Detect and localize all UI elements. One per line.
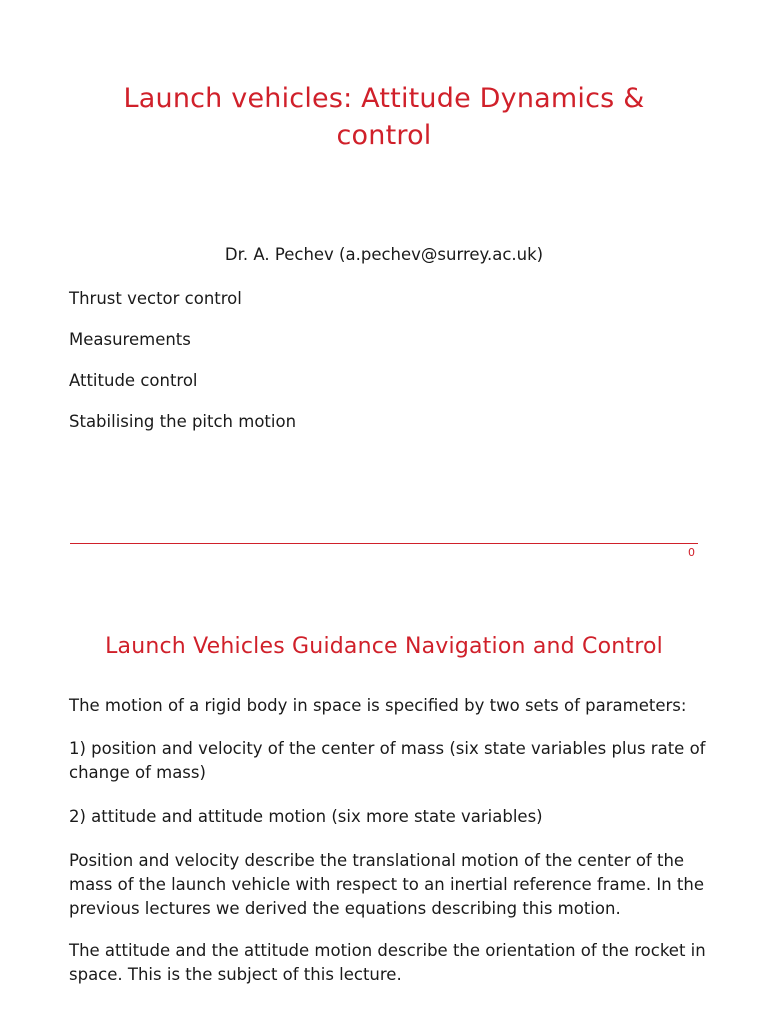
outline-item-attitude-control: Attitude control xyxy=(69,371,198,390)
slide-title: Launch Vehicles Guidance Navigation and Control xyxy=(105,634,663,659)
page-number: 0 xyxy=(688,546,695,559)
slide-title xyxy=(0,80,768,154)
author-line: Dr. A. Pechev (a.pechev@surrey.ac.uk) xyxy=(224,245,544,264)
paragraph-attitude-motion: 2) attitude and attitude motion (six more state variables) xyxy=(69,807,543,826)
paragraph-intro: The motion of a rigid body in space is specified by two sets of parameters: xyxy=(69,696,687,715)
slide-page-2 xyxy=(0,580,768,1024)
outline-item-stabilising-pitch: Stabilising the pitch motion xyxy=(69,412,297,431)
outline-item-thrust-vector-control: Thrust vector control xyxy=(69,289,242,308)
outline-item-measurements: Measurements xyxy=(69,330,191,349)
paragraph-position-velocity: 1) position and velocity of the center of mass (six state variables plus rate of change of mass) xyxy=(69,739,706,782)
footer-rule xyxy=(70,543,698,544)
paragraph-orientation: The attitude and the attitude motion describe the orientation of the rocket in space. This is the subject of this lecture. xyxy=(69,941,706,984)
paragraph-translational: Position and velocity describe the translational motion of the center of the mass of the launch vehicle with respect to an inertial reference frame. In the previous lectures we derived the equations describing this motion. xyxy=(69,851,705,918)
slide-title-line-1: Launch vehicles: Attitude Dynamics & xyxy=(123,83,645,114)
slide-title-line-2: control xyxy=(336,120,432,151)
